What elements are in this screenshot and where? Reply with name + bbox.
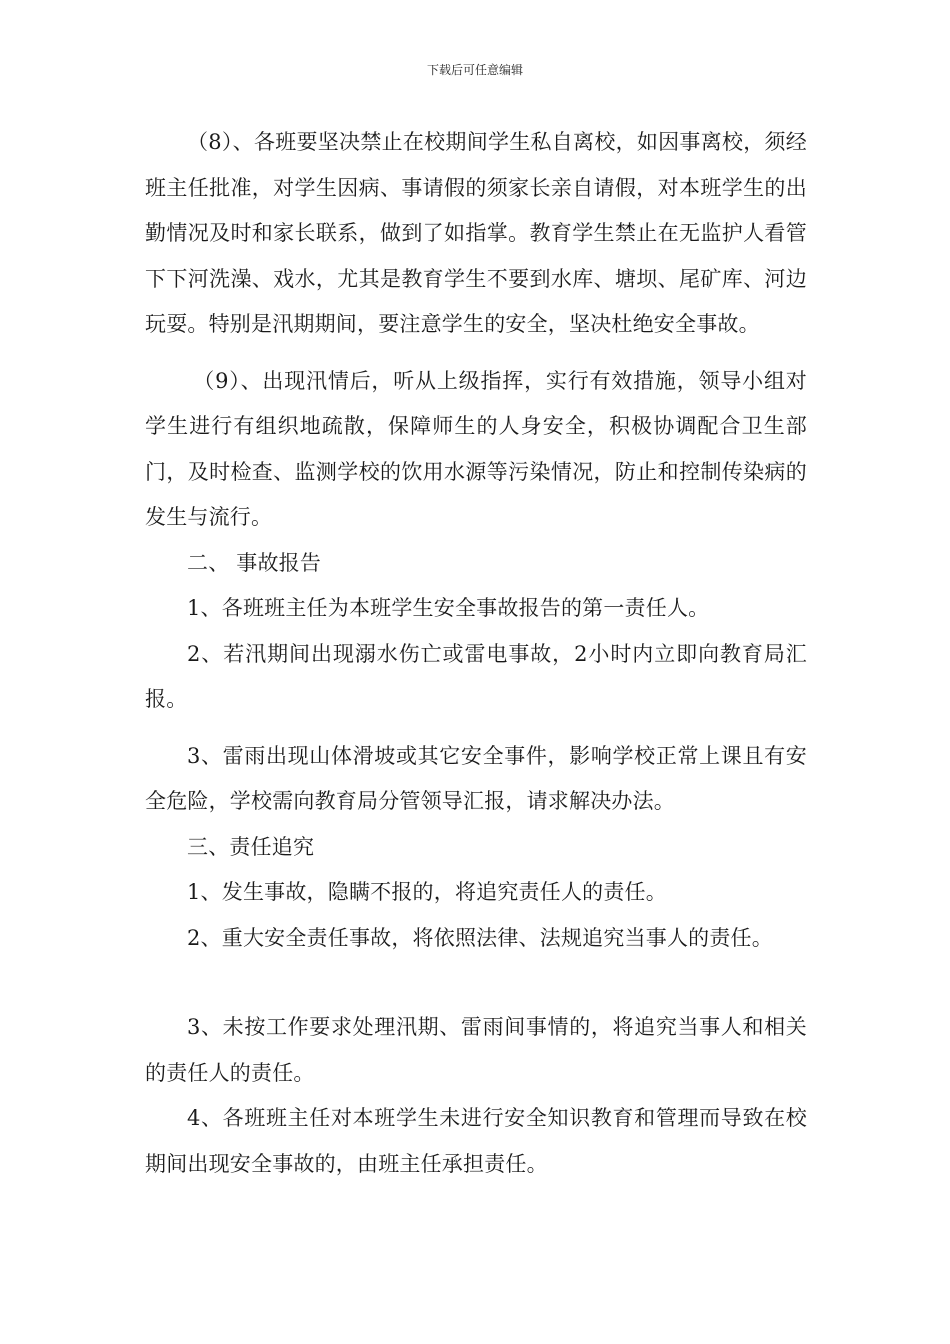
document-body	[145, 120, 807, 1187]
paragraph-item-9: （9）、出现汛情后，听从上级指挥，实行有效措施，领导小组对学生进行有组织地疏散，保障师生的人身安全，积极协调配合卫生部门，及时检查、监测学校的饮用水源等污染情况，防止和控制传染病的发生与流行。	[145, 368, 807, 529]
paragraph-report-3: 3、雷雨出现山体滑坡或其它安全事件，影响学校正常上课且有安全危险，学校需向教育局分管领导汇报，请求解决办法。	[145, 743, 807, 813]
paragraph-accountability-4: 4、各班班主任对本班学生未进行安全知识教育和管理而导致在校期间出现安全事故的，由班主任承担责任。	[145, 1106, 807, 1176]
paragraph-report-2: 2、若汛期间出现溺水伤亡或雷电事故，2小时内立即向教育局汇报。	[145, 641, 807, 711]
paragraph-accountability-3: 3、未按工作要求处理汛期、雷雨间事情的，将追究当事人和相关的责任人的责任。	[145, 1015, 807, 1085]
paragraph-accountability-1: 1、发生事故，隐瞒不报的，将追究责任人的责任。	[187, 880, 667, 904]
section-heading-accountability: 三、责任追究	[187, 834, 315, 859]
paragraph-item-8: （8）、各班要坚决禁止在校期间学生私自离校，如因事离校，须经班主任批准，对学生因病、事请假的须家长亲自请假，对本班学生的出勤情况及时和家长联系，做到了如指掌。教育学生禁止在无监护人看管下下河洗澡、戏水，尤其是教育学生不要到水库、塘坝、尾矿库、河边玩耍。特别是汛期期间，要注意学生的安全，坚决杜绝安全事故。	[145, 130, 807, 336]
paragraph-accountability-2: 2、重大安全责任事故，将依照法律、法规追究当事人的责任。	[187, 925, 773, 950]
section-heading-incident-report: 二、 事故报告	[187, 550, 322, 575]
paragraph-report-1: 1、各班班主任为本班学生安全事故报告的第一责任人。	[187, 596, 710, 620]
page-header: 下载后可任意编辑	[426, 63, 523, 77]
